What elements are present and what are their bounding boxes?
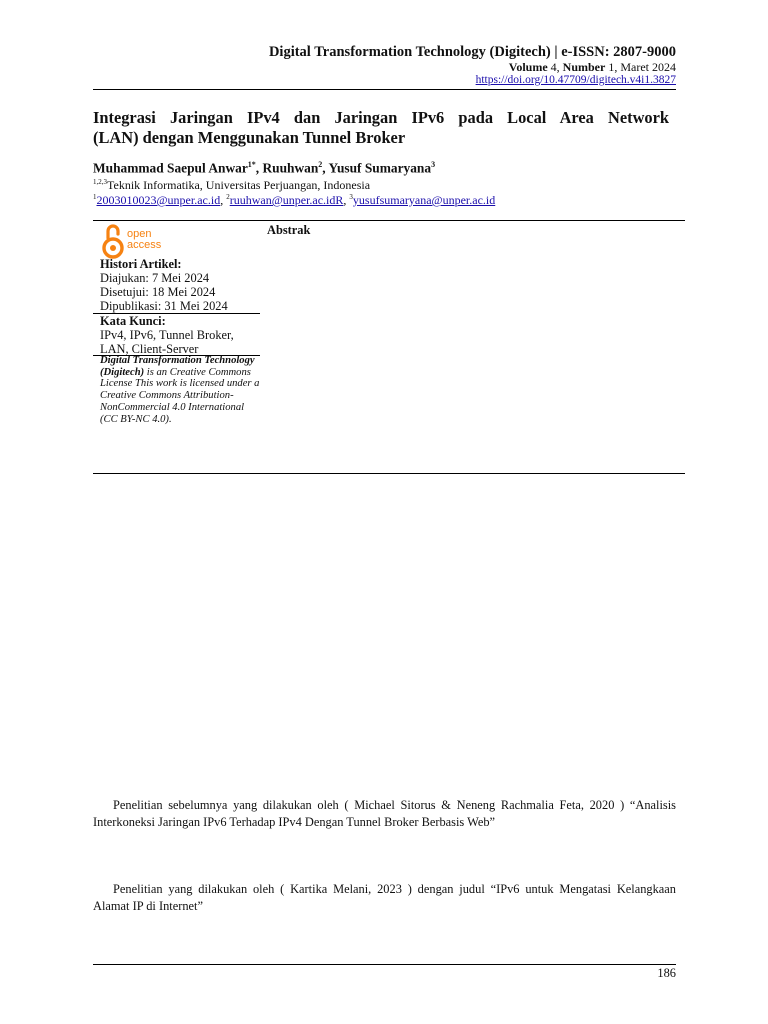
title-line-2: (LAN) dengan Menggunakan Tunnel Broker bbox=[93, 128, 406, 147]
title-line-1: Integrasi Jaringan IPv4 dan Jaringan IPv6 pada Local Area Network bbox=[93, 108, 669, 127]
paragraph-line: Penelitian yang dilakukan oleh ( Kartika Melani, 2023 ) dengan judul “IPv6 untuk Mengatasi Kelangkaan bbox=[113, 882, 676, 896]
body-paragraph bbox=[93, 881, 676, 915]
affiliation-text: Teknik Informatika, Universitas Perjuangan, Indonesia bbox=[107, 178, 371, 192]
author-name: Ruuhwan bbox=[262, 160, 319, 176]
body-paragraph bbox=[93, 797, 676, 831]
number-label: Number bbox=[562, 60, 606, 74]
email-link[interactable]: ruuhwan@unper.ac.idR bbox=[229, 193, 344, 207]
affiliation-sup: 1,2,3 bbox=[93, 178, 107, 186]
article-title bbox=[93, 108, 669, 148]
info-table-bottom-rule bbox=[93, 473, 685, 474]
author-sup: 2 bbox=[318, 160, 323, 169]
author-separator: , bbox=[322, 160, 329, 176]
volume-label: Volume bbox=[508, 60, 548, 74]
email-separator: , bbox=[343, 193, 350, 207]
author-sup: 1* bbox=[247, 160, 256, 169]
page-number: 186 bbox=[657, 966, 676, 980]
number-value: 1, Maret 2024 bbox=[608, 60, 676, 74]
email-link[interactable]: yusufsumaryana@unper.ac.id bbox=[352, 193, 496, 207]
oa-word-access: access bbox=[127, 239, 162, 251]
info-table-top-rule bbox=[93, 220, 685, 221]
doi-link[interactable]: https://doi.org/10.47709/digitech.v4i1.3827 bbox=[475, 74, 676, 86]
paragraph-line: Penelitian sebelumnya yang dilakukan oleh ( Michael Sitorus & Neneng Rachmalia Feta, 2020 ) “Analisis bbox=[113, 798, 676, 812]
paragraph-line: Interkoneksi Jaringan IPv6 Terhadap IPv4 Dengan Tunnel Broker Berbasis Web” bbox=[93, 815, 496, 829]
open-access-icon bbox=[100, 222, 126, 260]
author-list bbox=[93, 160, 435, 176]
author-sup: 3 bbox=[431, 160, 436, 169]
email-link[interactable]: 2003010023@unper.ac.id bbox=[96, 193, 221, 207]
volume-value: 4 bbox=[550, 60, 557, 74]
abstract-heading: Abstrak bbox=[267, 223, 311, 237]
header-divider bbox=[93, 89, 676, 90]
keywords-line-1: IPv4, IPv6, Tunnel Broker, bbox=[100, 328, 234, 342]
email-sup: 3 bbox=[349, 193, 353, 201]
author-name: Yusuf Sumaryana bbox=[328, 160, 432, 176]
open-access-label bbox=[127, 229, 161, 251]
footer-divider bbox=[93, 964, 676, 965]
license-notice bbox=[100, 355, 260, 425]
affiliation bbox=[93, 178, 370, 193]
history-heading: Histori Artikel: bbox=[100, 257, 182, 271]
author-separator: , bbox=[255, 160, 263, 176]
email-separator: , bbox=[220, 193, 227, 207]
oa-word-open: open bbox=[127, 228, 152, 240]
email-sup: 2 bbox=[226, 193, 230, 201]
keywords-line-2: LAN, Client-Server bbox=[100, 342, 199, 356]
license-text: is an Creative Commons License This work is licensed under a Creative Commons Attribution-NonCommercial 4.0 International (CC BY-NC 4.0). bbox=[100, 366, 260, 425]
volume-info: Volume 4, Number 1, Maret 2024 bbox=[508, 60, 676, 74]
keywords-heading: Kata Kunci: bbox=[100, 314, 166, 328]
history-accepted: Disetujui: 18 Mei 2024 bbox=[100, 285, 216, 299]
paragraph-line: Alamat IP di Internet” bbox=[93, 899, 203, 913]
keywords-text bbox=[100, 328, 260, 356]
journal-name: Digital Transformation Technology (Digitech) | e-ISSN: 2807-9000 bbox=[268, 44, 676, 60]
email-list bbox=[93, 193, 495, 208]
email-sup: 1 bbox=[93, 193, 97, 201]
license-journal-name: Digital Transformation Technology (Digitech) bbox=[100, 355, 255, 378]
author-name: Muhammad Saepul Anwar bbox=[93, 160, 248, 176]
history-submitted: Diajukan: 7 Mei 2024 bbox=[100, 271, 210, 285]
history-published: Dipublikasi: 31 Mei 2024 bbox=[100, 299, 228, 313]
